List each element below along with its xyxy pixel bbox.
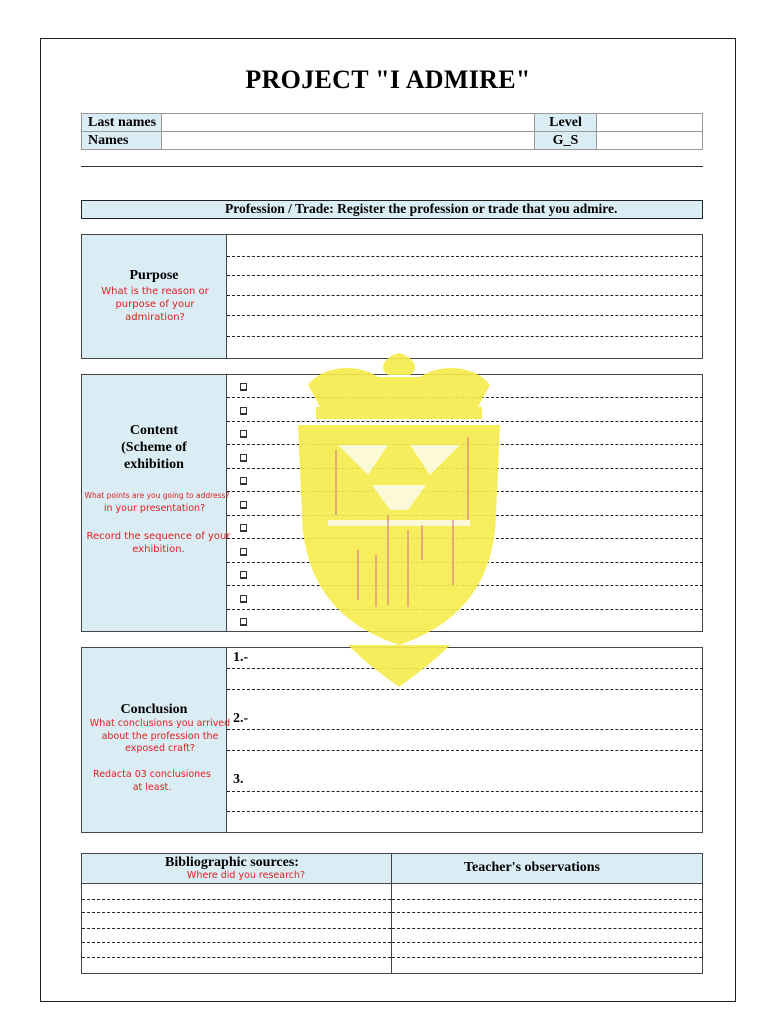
conclusion-title: Conclusion — [120, 702, 188, 717]
writing-line — [82, 928, 391, 929]
content-checkbox[interactable] — [240, 501, 247, 509]
conclusion-number-3: 3. — [233, 772, 244, 787]
conclusion-lines[interactable] — [227, 648, 703, 832]
writing-line — [227, 336, 703, 337]
writing-line — [227, 491, 703, 492]
names-label — [81, 131, 162, 150]
purpose-title: Purpose — [129, 268, 179, 283]
content-hint-2: in your presentation? — [103, 503, 206, 514]
conclusion-section — [81, 647, 703, 833]
content-checkbox[interactable] — [240, 548, 247, 556]
content-checkbox[interactable] — [240, 407, 247, 415]
writing-line — [82, 942, 391, 943]
content-checkbox[interactable] — [240, 595, 247, 603]
conclusion-number-1: 1.- — [233, 650, 249, 665]
content-lines[interactable] — [227, 375, 703, 631]
conclusion-number-2: 2.- — [233, 711, 249, 726]
writing-line — [227, 668, 703, 669]
writing-line — [227, 515, 703, 516]
level-label — [534, 113, 597, 132]
observations-header — [392, 854, 702, 884]
writing-line — [227, 295, 703, 296]
last-names-field[interactable] — [161, 113, 535, 132]
level-label-text: Level — [549, 115, 582, 130]
last-names-label-text: Last names — [88, 115, 157, 130]
writing-line — [392, 957, 702, 958]
writing-line — [392, 928, 702, 929]
content-checkbox[interactable] — [240, 430, 247, 438]
writing-line — [392, 942, 702, 943]
profession-field[interactable] — [81, 200, 703, 219]
content-checkbox[interactable] — [240, 454, 247, 462]
writing-line — [227, 468, 703, 469]
writing-line — [227, 444, 703, 445]
writing-line — [227, 811, 703, 812]
writing-line — [392, 899, 702, 900]
writing-line — [227, 315, 703, 316]
purpose-section — [81, 234, 703, 359]
writing-line — [392, 912, 702, 913]
content-hint-1: What points are you going to address? — [84, 491, 230, 500]
content-hint-3: Record the sequence of your exhibition. — [86, 531, 231, 555]
writing-line — [82, 899, 391, 900]
profession-label: Profession / Trade: Register the profession or trade that you admire. — [225, 201, 618, 216]
bibliography-header — [82, 854, 392, 884]
gs-field[interactable] — [596, 131, 703, 150]
conclusion-hint-1: What conclusions you arrived about the profession the exposed craft? — [89, 718, 231, 754]
last-names-label — [81, 113, 162, 132]
content-checkbox[interactable] — [240, 383, 247, 391]
writing-line — [227, 562, 703, 563]
sources-table — [81, 853, 703, 974]
level-field[interactable] — [596, 113, 703, 132]
writing-line — [82, 957, 391, 958]
content-checkbox[interactable] — [240, 571, 247, 579]
writing-line — [227, 689, 703, 690]
gs-label — [534, 131, 597, 150]
form-page — [40, 38, 736, 1002]
writing-line — [227, 750, 703, 751]
content-checkbox[interactable] — [240, 477, 247, 485]
writing-line — [227, 609, 703, 610]
writing-line — [227, 397, 703, 398]
names-label-text: Names — [88, 133, 129, 148]
purpose-label-cell — [82, 235, 227, 358]
writing-line — [227, 256, 703, 257]
bibliography-lines[interactable] — [82, 884, 392, 973]
writing-line — [227, 538, 703, 539]
conclusion-label-cell — [82, 648, 231, 832]
writing-line — [227, 421, 703, 422]
content-label-cell — [82, 375, 231, 631]
content-section — [81, 374, 703, 632]
writing-line — [227, 275, 703, 276]
writing-line — [227, 729, 703, 730]
writing-line — [227, 585, 703, 586]
content-title-line1: Content — [129, 423, 179, 438]
content-title-line3: exhibition — [124, 457, 184, 472]
observations-title: Teacher's observations — [464, 860, 600, 875]
bibliography-hint: Where did you research? — [186, 870, 306, 881]
header-divider — [81, 166, 703, 167]
gs-label-text: G_S — [552, 133, 579, 148]
page-title: PROJECT "I ADMIRE" — [245, 65, 531, 94]
purpose-lines[interactable] — [227, 235, 703, 358]
writing-line — [227, 791, 703, 792]
content-checkbox[interactable] — [240, 618, 247, 626]
content-checkbox[interactable] — [240, 524, 247, 532]
purpose-hint: What is the reason or purpose of your admiration? — [101, 286, 209, 323]
observations-lines[interactable] — [392, 884, 702, 973]
conclusion-hint-2: Redacta 03 conclusiones at least. — [93, 769, 211, 793]
names-field[interactable] — [161, 131, 535, 150]
content-title-line2: (Scheme of — [121, 440, 187, 455]
bibliography-title: Bibliographic sources: — [165, 855, 299, 870]
writing-line — [82, 912, 391, 913]
